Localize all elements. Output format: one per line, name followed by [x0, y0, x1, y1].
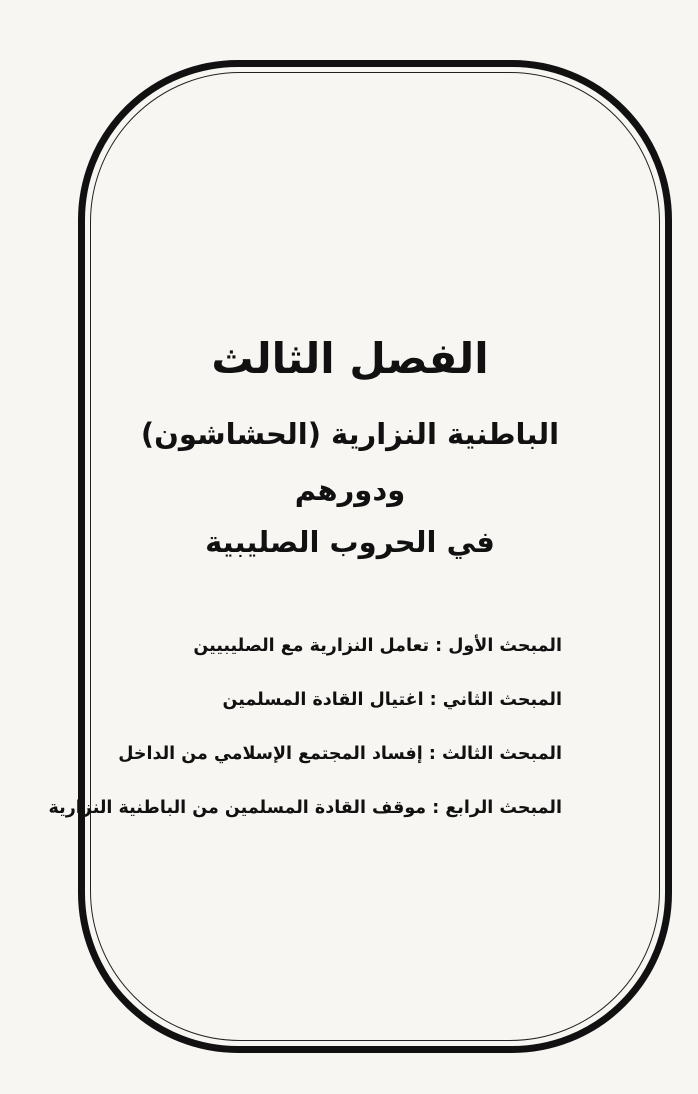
section-item-4: المبحث الرابع : موقف القادة المسلمين من الباطنية النزارية: [48, 798, 562, 818]
chapter-subtitle-line-1: الباطنية النزارية (الحشاشون): [140, 417, 560, 451]
section-list: [48, 636, 562, 854]
chapter-subtitle-line-3: في الحروب الصليبية: [205, 525, 495, 559]
chapter-title: الفصل الثالث: [211, 334, 489, 383]
section-item-3: المبحث الثالث : إفساد المجتمع الإسلامي من الداخل: [118, 744, 562, 764]
chapter-title-page: [48, 100, 600, 1000]
chapter-subtitle-line-2: ودورهم: [294, 473, 406, 507]
section-item-1: المبحث الأول : تعامل النزارية مع الصليبيين: [193, 636, 562, 656]
section-item-2: المبحث الثاني : اغتيال القادة المسلمين: [222, 690, 562, 710]
